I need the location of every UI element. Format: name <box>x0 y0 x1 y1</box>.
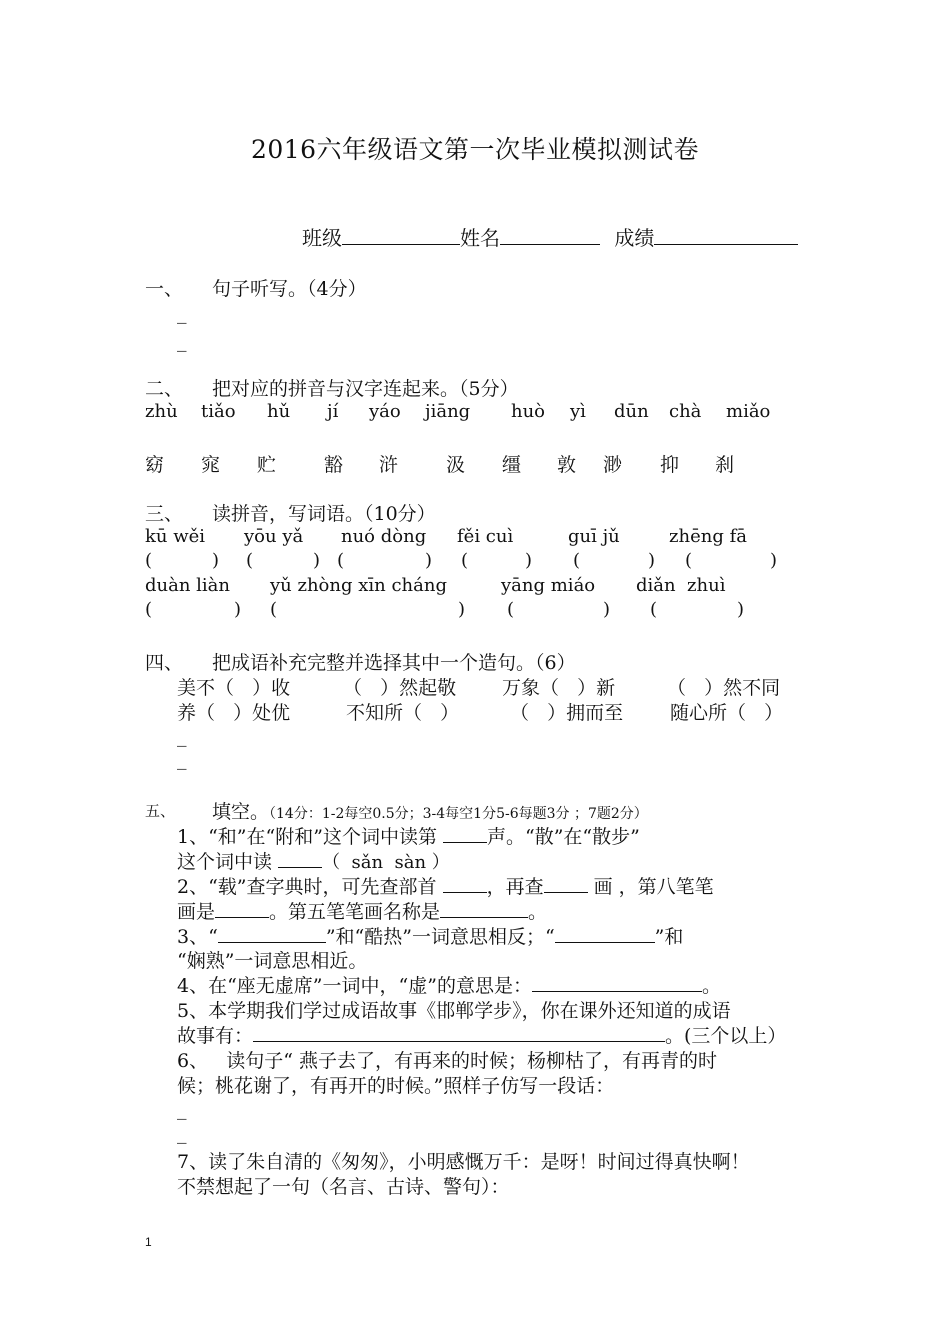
section-4-answer-line-2[interactable]: _ <box>177 748 187 770</box>
q6-answer-line-2[interactable]: _ <box>177 1122 187 1144</box>
answer-paren-close[interactable]: ) <box>212 550 220 571</box>
q2-text-2: ，再查 <box>486 876 544 898</box>
section-5-number: 五、 <box>145 802 176 820</box>
idiom-item[interactable]: 养（ ）处优 <box>177 702 291 724</box>
q7-line-2: 不禁想起了一句（名言、古诗、警句）： <box>177 1176 510 1198</box>
pinyin-word: guī jǔ <box>568 526 620 547</box>
answer-paren-close[interactable]: ) <box>425 550 433 571</box>
q2-text: 2、“载”查字典时，可先查部首 <box>177 876 437 898</box>
hanzi-item[interactable]: 贮 <box>257 454 277 476</box>
pinyin-word: duàn liàn <box>145 575 230 596</box>
q2-text-4: 画是 <box>177 901 216 923</box>
pinyin-item[interactable]: zhù <box>145 401 178 422</box>
q5-text: 故事有： <box>177 1025 254 1047</box>
hanzi-item[interactable]: 窈 <box>145 454 165 476</box>
q1-blank-reading[interactable] <box>278 849 322 868</box>
hanzi-item[interactable]: 渺 <box>603 454 623 476</box>
hanzi-item[interactable]: 缰 <box>502 454 522 476</box>
answer-paren-open[interactable]: ( <box>685 550 693 571</box>
q4-text: 4、在“座无虚席”一词中，“虚”的意思是： <box>177 975 532 997</box>
q3-line-2: “娴熟”一词意思相近。 <box>177 950 368 972</box>
section-5-score-note: （14分：1-2每空0.5分；3-4每空1分5-6每题3分 ；7题2分） <box>269 806 648 822</box>
hanzi-item[interactable]: 敦 <box>557 454 577 476</box>
idiom-item[interactable]: 万象（ ）新 <box>502 677 616 699</box>
answer-paren-close[interactable]: ) <box>234 599 242 620</box>
answer-paren-open[interactable]: ( <box>246 550 254 571</box>
pinyin-item[interactable]: miǎo <box>726 401 771 422</box>
pinyin-item[interactable]: chà <box>669 401 702 422</box>
answer-paren-open[interactable]: ( <box>145 599 153 620</box>
section-5-heading <box>212 797 648 824</box>
hanzi-item[interactable]: 汲 <box>446 454 466 476</box>
pinyin-word: nuó dòng <box>341 526 427 547</box>
score-label: 成绩 <box>614 226 655 250</box>
idiom-item[interactable]: （ ）然起敬 <box>343 677 457 699</box>
hanzi-item[interactable]: 刹 <box>715 454 735 476</box>
q1-line-1 <box>177 822 640 849</box>
q5-line-1: 5、本学期我们学过成语故事《邯郸学步》，你在课外还知道的成语 <box>177 1000 731 1022</box>
answer-paren-close[interactable]: ) <box>737 599 745 620</box>
hanzi-item[interactable]: 豁 <box>324 454 344 476</box>
q6-line-2: 候；桃花谢了，有再开的时候。”照样子仿写一段话： <box>177 1075 615 1097</box>
answer-paren-open[interactable]: ( <box>337 550 345 571</box>
q6-line-1: 6、 读句子“ 燕子去了，有再来的时候；杨柳枯了，有再青的时 <box>177 1050 717 1072</box>
answer-paren-close[interactable]: ) <box>525 550 533 571</box>
q1-text: 1、“和”在“附和”这个词中读第 <box>177 826 437 848</box>
pinyin-item[interactable]: jí <box>327 401 339 422</box>
answer-paren-close[interactable]: ) <box>648 550 656 571</box>
q1-text-3: 这个词中读 <box>177 851 273 873</box>
pinyin-item[interactable]: jiāng <box>425 401 471 422</box>
answer-paren-close[interactable]: ) <box>770 550 778 571</box>
answer-paren-close[interactable]: ) <box>603 599 611 620</box>
q2-text-5: 。第五笔笔画名称是 <box>269 901 441 923</box>
q2-text-6: 。 <box>528 901 548 923</box>
q3-text: 3、“ <box>177 926 218 948</box>
pinyin-item[interactable]: tiǎo <box>201 401 236 422</box>
section-4-number: 四、 <box>145 652 184 674</box>
q3-line-1 <box>177 922 683 949</box>
q3-blank-synonym[interactable] <box>555 924 655 943</box>
section-5-title: 填空。 <box>212 801 270 823</box>
answer-paren-close[interactable]: ) <box>458 599 466 620</box>
q3-text-3: ”和 <box>654 926 684 948</box>
hanzi-item[interactable]: 浒 <box>379 454 399 476</box>
hanzi-item[interactable]: 窕 <box>201 454 221 476</box>
answer-paren-open[interactable]: ( <box>145 550 153 571</box>
pinyin-item[interactable]: hǔ <box>267 401 291 422</box>
student-info-line <box>302 222 798 251</box>
idiom-item[interactable]: （ ）然不同 <box>667 677 781 699</box>
pinyin-word: diǎn zhuì <box>636 575 726 596</box>
q2-blank-strokes[interactable] <box>544 874 588 893</box>
section-1-answer-line-1[interactable]: _ <box>177 302 187 324</box>
pinyin-item[interactable]: yáo <box>369 401 401 422</box>
q1-options: （ sǎn sàn ） <box>322 852 450 873</box>
score-field[interactable] <box>654 224 798 245</box>
section-4-heading: 把成语补充完整并选择其中一个造句。（6） <box>212 652 576 674</box>
hanzi-item[interactable]: 抑 <box>660 454 680 476</box>
pinyin-word: yōu yǎ <box>244 526 304 547</box>
q5-blank-idiom-stories[interactable] <box>253 1023 665 1042</box>
q1-line-2 <box>177 847 450 874</box>
q2-blank-fifth-stroke[interactable] <box>440 899 528 918</box>
section-1-number: 一、 <box>145 278 184 300</box>
name-field[interactable] <box>500 224 600 245</box>
answer-paren-open[interactable]: ( <box>573 550 581 571</box>
idiom-item[interactable]: 不知所（ ） <box>346 702 460 724</box>
pinyin-word: zhēng fā <box>669 526 747 547</box>
q4-blank-meaning[interactable] <box>532 973 702 992</box>
q6-answer-line-1[interactable]: _ <box>177 1098 187 1120</box>
class-label: 班级 <box>302 226 342 250</box>
name-label: 姓名 <box>460 226 500 250</box>
answer-paren-open[interactable]: ( <box>270 599 278 620</box>
pinyin-word: yǔ zhòng xīn cháng <box>270 575 447 596</box>
answer-paren-open[interactable]: ( <box>507 599 515 620</box>
section-3-number: 三、 <box>145 503 184 525</box>
page-title: 2016六年级语文第一次毕业模拟测试卷 <box>250 135 700 164</box>
idiom-item[interactable]: （ ）拥而至 <box>510 702 624 724</box>
idiom-item[interactable]: 美不（ ）收 <box>177 677 291 699</box>
class-field[interactable] <box>342 224 460 245</box>
q2-blank-eighth-stroke[interactable] <box>215 899 269 918</box>
pinyin-item[interactable]: yì <box>570 401 586 422</box>
section-3-heading: 读拼音，写词语。（10分） <box>212 503 436 525</box>
section-4-answer-line-1[interactable]: _ <box>177 725 187 747</box>
section-1-heading: 句子听写。（4分） <box>212 278 367 300</box>
pinyin-word: kū wěi <box>145 526 206 547</box>
q4-line <box>177 971 721 998</box>
q5-text-2: 。(三个以上） <box>665 1025 787 1047</box>
q4-text-2: 。 <box>701 975 721 997</box>
pinyin-item[interactable]: dūn <box>614 401 649 422</box>
q3-text-2: ”和“酷热”一词意思相反；“ <box>325 926 555 948</box>
answer-paren-open[interactable]: ( <box>461 550 469 571</box>
pinyin-word: fěi cuì <box>457 526 514 547</box>
q2-line-2 <box>177 897 547 924</box>
pinyin-word: yāng miáo <box>501 575 596 596</box>
q2-blank-radical[interactable] <box>443 874 487 893</box>
q2-line-1 <box>177 872 714 899</box>
idiom-item[interactable]: 随心所（ ） <box>670 702 784 724</box>
q3-blank-antonym[interactable] <box>218 924 326 943</box>
answer-paren-close[interactable]: ) <box>313 550 321 571</box>
section-2-heading: 把对应的拼音与汉字连起来。（5分） <box>212 378 519 400</box>
page-number: 1 <box>145 1235 152 1249</box>
pinyin-item[interactable]: huò <box>511 401 546 422</box>
answer-paren-open[interactable]: ( <box>650 599 658 620</box>
q1-text-2: 声。“散”在“散步” <box>487 826 640 848</box>
q7-line-1: 7、读了朱自清的《匆匆》，小明感慨万千：是呀！时间过得真快啊！ <box>177 1151 750 1173</box>
q1-blank-tone[interactable] <box>443 824 487 843</box>
section-1-answer-line-2[interactable]: _ <box>177 330 187 352</box>
q5-line-2 <box>177 1021 786 1048</box>
q2-text-3: 画 ，第八笔笔 <box>593 876 714 898</box>
section-2-number: 二、 <box>145 378 184 400</box>
